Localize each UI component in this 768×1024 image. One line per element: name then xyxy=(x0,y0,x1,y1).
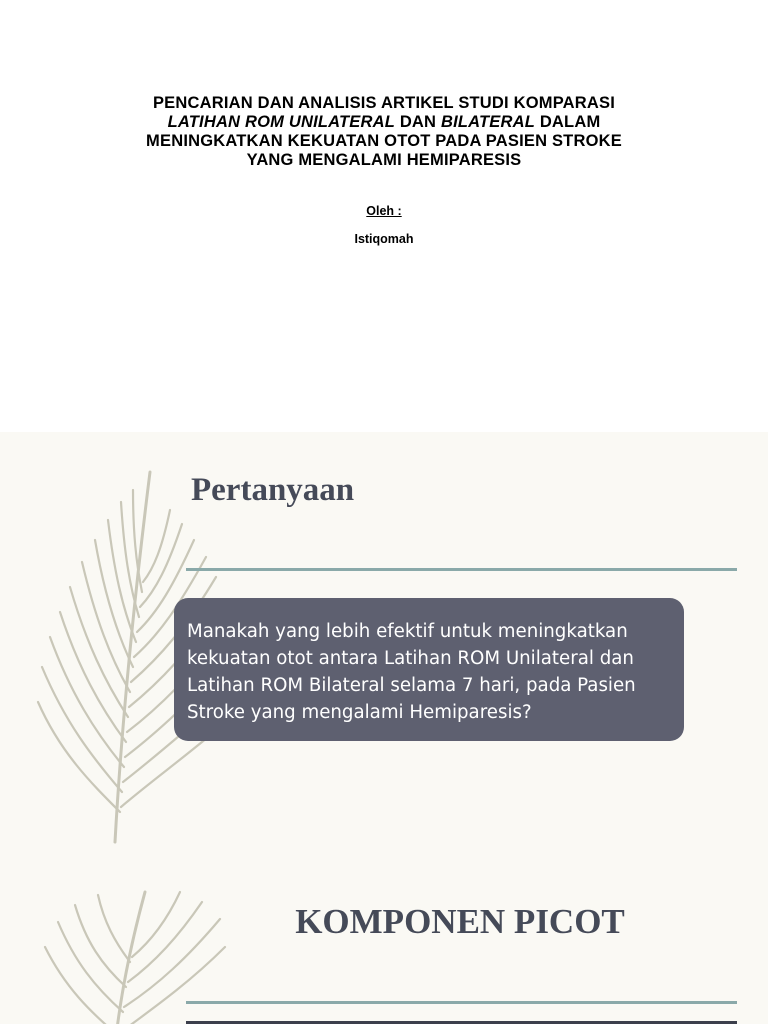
question-box: Manakah yang lebih efektif untuk meningkatkan kekuatan otot antara Latihan ROM Unilateral dan Latihan ROM Bilateral selama 7 hari, pada Pasien Stroke yang mengalami Hemiparesis? xyxy=(174,598,684,741)
slide-title xyxy=(84,94,684,170)
title-italic-unilateral: LATIHAN ROM UNILATERAL xyxy=(167,113,396,131)
title-italic-bilateral: BILATERAL xyxy=(440,113,536,131)
title-slide xyxy=(0,0,768,432)
title-dan: DAN xyxy=(395,113,441,131)
section-heading-picot: KOMPONEN PICOT xyxy=(295,902,625,941)
title-line-1: PENCARIAN DAN ANALISIS ARTIKEL STUDI KOMPARASI xyxy=(152,94,616,112)
by-label: Oleh : xyxy=(366,204,402,218)
section-heading-pertanyaan: Pertanyaan xyxy=(191,472,355,508)
divider xyxy=(186,568,737,571)
title-line-2 xyxy=(84,113,684,132)
divider xyxy=(186,1001,737,1004)
title-line-3: MENINGKATKAN KEKUATAN OTOT PADA PASIEN STROKE xyxy=(146,132,622,150)
author-name: Istiqomah xyxy=(354,232,414,246)
title-dalam: DALAM xyxy=(535,113,601,131)
title-line-4: YANG MENGALAMI HEMIPARESIS xyxy=(246,151,522,169)
question-slide xyxy=(0,432,768,1024)
